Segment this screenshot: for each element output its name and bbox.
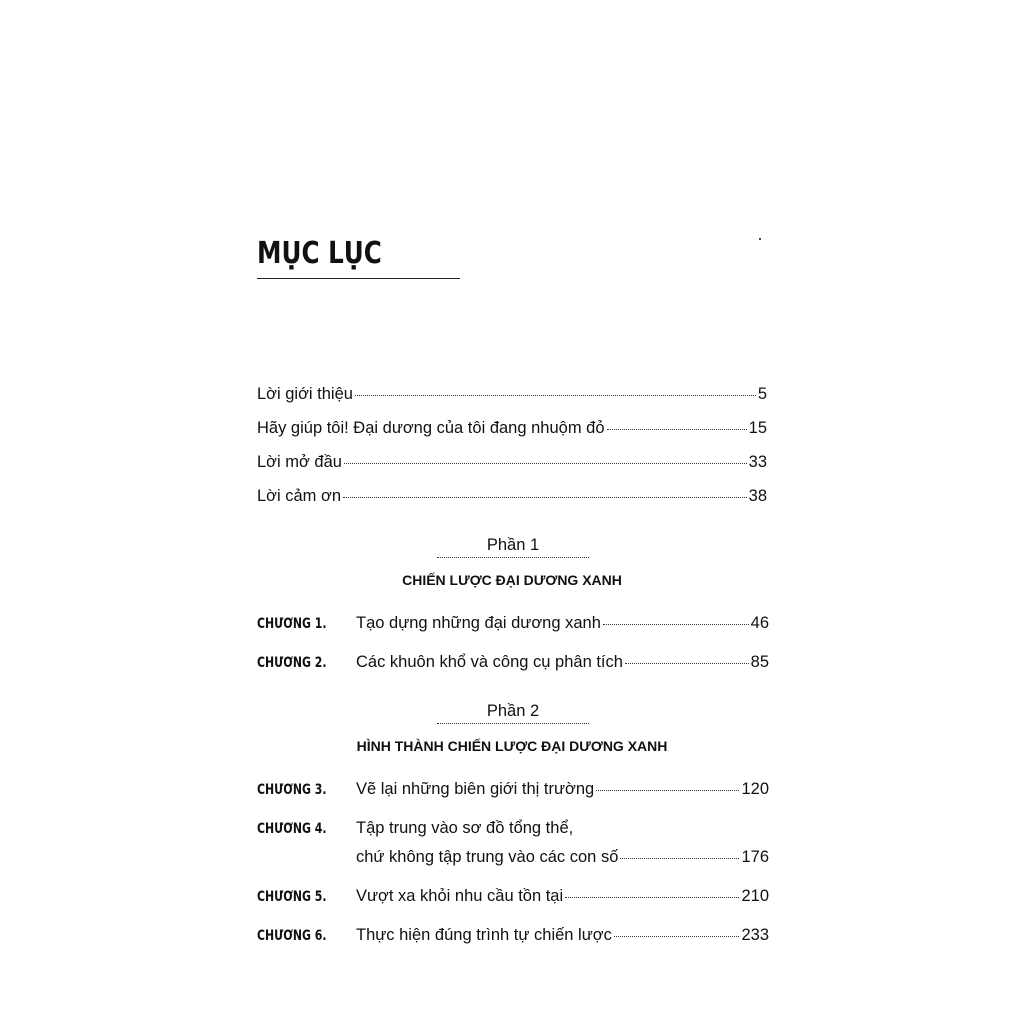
chapter-title: Các khuôn khổ và công cụ phân tích (356, 653, 623, 671)
chapter-label: CHƯƠNG 4. (257, 821, 327, 837)
dot-leader (603, 624, 749, 625)
toc-entry-page: 38 (748, 487, 767, 505)
chapter-row (356, 926, 769, 945)
dot-leader (565, 897, 739, 898)
dot-leader (355, 395, 756, 396)
chapter-row (356, 614, 769, 633)
dot-leader (614, 936, 740, 937)
toc-entry-page: 33 (748, 453, 767, 471)
part-2-label: Phần 2 (486, 702, 540, 720)
title-underline (257, 278, 460, 279)
chapter-title: Tạo dựng những đại dương xanh (356, 614, 601, 632)
chapter-title: Vẽ lại những biên giới thị trường (356, 780, 595, 798)
chapter-label: CHƯƠNG 1. (257, 616, 327, 632)
dot-leader (620, 858, 739, 859)
dot-leader (596, 790, 739, 791)
toc-entry-intro (257, 385, 767, 404)
part-1-title: CHIẾN LƯỢC ĐẠI DƯƠNG XANH (402, 572, 622, 588)
stray-mark (759, 238, 761, 240)
chapter-page: 210 (741, 887, 769, 905)
toc-entry-label: Hãy giúp tôi! Đại dương của tôi đang nhuộm đỏ (257, 419, 605, 437)
part-1-rule (437, 557, 589, 558)
chapter-page: 85 (750, 653, 769, 671)
chapter-label: CHƯƠNG 2. (257, 655, 327, 671)
part-2-title: HÌNH THÀNH CHIẾN LƯỢC ĐẠI DƯƠNG XANH (356, 738, 668, 754)
dot-leader (607, 429, 747, 430)
chapter-title-line-1 (356, 819, 769, 838)
chapter-row (356, 653, 769, 672)
toc-entry-label: Lời giới thiệu (257, 385, 353, 403)
chapter-page: 176 (741, 848, 769, 866)
chapter-title: Vượt xa khỏi nhu cầu tồn tại (356, 887, 564, 905)
toc-entry-preface (257, 453, 767, 472)
chapter-row (356, 887, 769, 906)
page-title: MỤC LỤC (257, 236, 382, 271)
dot-leader (625, 663, 749, 664)
toc-entry-page: 15 (748, 419, 767, 437)
chapter-page: 233 (741, 926, 769, 944)
chapter-label: CHƯƠNG 3. (257, 782, 327, 798)
chapter-title: chứ không tập trung vào các con số (356, 848, 619, 866)
dot-leader (343, 497, 747, 498)
part-1-label: Phần 1 (486, 536, 540, 554)
chapter-title: Thực hiện đúng trình tự chiến lược (356, 926, 612, 944)
toc-entry-page: 5 (757, 385, 767, 403)
chapter-row (356, 780, 769, 799)
chapter-label: CHƯƠNG 5. (257, 889, 327, 905)
chapter-row (356, 848, 769, 867)
toc-entry-label: Lời cảm ơn (257, 487, 341, 505)
chapter-label: CHƯƠNG 6. (257, 928, 327, 944)
dot-leader (344, 463, 747, 464)
toc-entry-help (257, 419, 767, 438)
toc-entry-label: Lời mở đầu (257, 453, 342, 471)
chapter-page: 46 (750, 614, 769, 632)
part-2-rule (437, 723, 589, 724)
chapter-page: 120 (741, 780, 769, 798)
chapter-title: Tập trung vào sơ đồ tổng thể, (356, 819, 574, 837)
toc-entry-acknowledgements (257, 487, 767, 506)
